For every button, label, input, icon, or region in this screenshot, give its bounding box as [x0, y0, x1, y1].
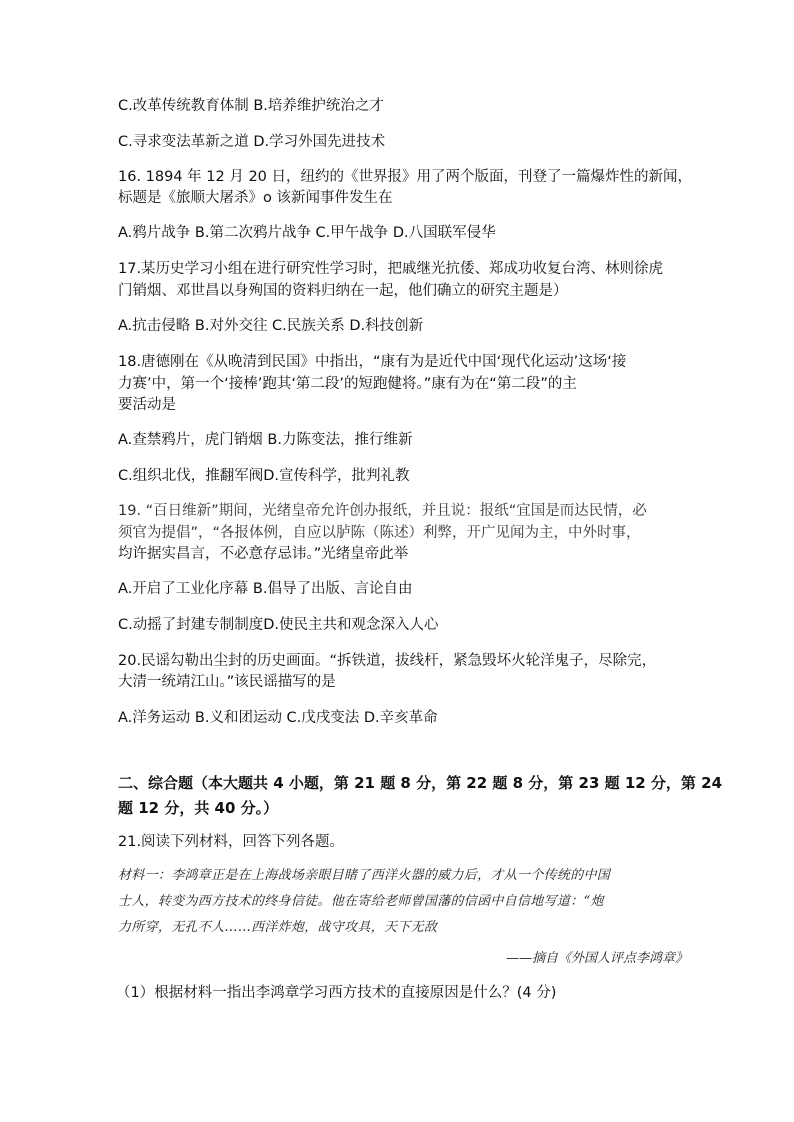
- section-two-heading-line2: 题 12 分，共 40 分。）: [118, 799, 279, 817]
- q18-options-ab: A.查禁鸦片，虎门销烟 B.力陈变法，推行维新: [118, 432, 413, 448]
- q18-stem-line2: 力赛’中，第一个‘接棒’跑其‘第二段’的短跑健将。”康有为在“第二段”的主: [118, 376, 577, 392]
- q20-stem-line2: 大清一统靖江山。”该民谣描写的是: [118, 674, 336, 690]
- q21-stem: 21.阅读下列材料，回答下列各题。: [118, 834, 345, 850]
- material-source: ——摘自《外国人评点李鸿章》: [505, 951, 688, 966]
- q16-stem-line2: 标题是《旅顺大屠杀》o 该新闻事件发生在: [118, 190, 393, 206]
- q19-options-ab: A.开启了工业化序幕 B.倡导了出版、言论自由: [118, 581, 413, 597]
- material-one-line2: 士人，转变为西方技术的终身信徒。他在寄给老师曾国藩的信函中自信地写道：“炮: [118, 894, 604, 909]
- q20-stem-line1: 20.民谣勾勒出尘封的历史画面。“拆铁道，拔线杆，紧急毁坏火轮洋鬼子，尽除完，: [118, 653, 657, 669]
- q17-stem-line2: 门销烟、邓世昌以身殉国的资料归纳在一起，他们确立的研究主题是）: [118, 283, 568, 299]
- q15-options-c-b: C.改革传统教育体制 B.培养维护统治之才: [118, 98, 384, 114]
- q19-options-cd: C.动摇了封建专制制度D.使民主共和观念深入人心: [118, 617, 439, 633]
- q19-stem-line3: 均许据实昌言，不必意存忌讳。”光绪皇帝此举: [118, 546, 409, 562]
- q21-subquestion-1: （1）根据材料一指出李鸿章学习西方技术的直接原因是什么？(4 分): [116, 985, 557, 1001]
- material-one-line3: 力所穿，无孔不人……西洋炸炮，战守攻具，天下无敌: [118, 920, 438, 935]
- q19-stem-line1: 19. “百日维新”期间，光绪皇帝允许创办报纸，并且说：报纸“宜国是而达民情，必: [118, 503, 647, 519]
- q15-options-c-d: C.寻求变法革新之道 D.学习外国先进技术: [118, 134, 386, 150]
- section-two-heading-line1: 二、综合题（本大题共 4 小题，第 21 题 8 分，第 22 题 8 分，第 23 题 12 分，第 24: [118, 774, 723, 792]
- q20-options: A.洋务运动 B.义和团运动 C.戊戌变法 D.辛亥革命: [118, 710, 438, 726]
- q16-stem-line1: 16. 1894 年 12 月 20 日，纽约的《世界报》用了两个版面，刊登了一篇爆炸性的新闻，: [118, 169, 693, 185]
- q17-options: A.抗击侵略 B.对外交往 C.民族关系 D.科技创新: [118, 318, 424, 334]
- q18-stem-line3: 要活动是: [118, 397, 176, 413]
- q18-stem-line1: 18.唐德刚在《从晚清到民国》中指出，“康有为是近代中国‘现代化运动’这场‘接: [118, 354, 627, 370]
- q19-stem-line2: 须官为提倡”，“各报体例，自应以胪陈（陈述）利弊，开广见闻为主，中外时事，: [118, 525, 641, 541]
- q16-options: A.鸦片战争 B.第二次鸦片战争 C.甲午战争 D.八国联军侵华: [118, 225, 496, 241]
- q17-stem-line1: 17.某历史学习小组在进行研究性学习时，把戚继光抗倭、郑成功收复台湾、林则徐虎: [118, 261, 664, 277]
- material-one-line1: 材料一：李鸿章正是在上海战场亲眼目睹了西洋火器的威力后，才从一个传统的中国: [118, 868, 611, 883]
- q18-options-cd: C.组织北伐，推翻军阀D.宣传科学，批判礼教: [118, 468, 410, 484]
